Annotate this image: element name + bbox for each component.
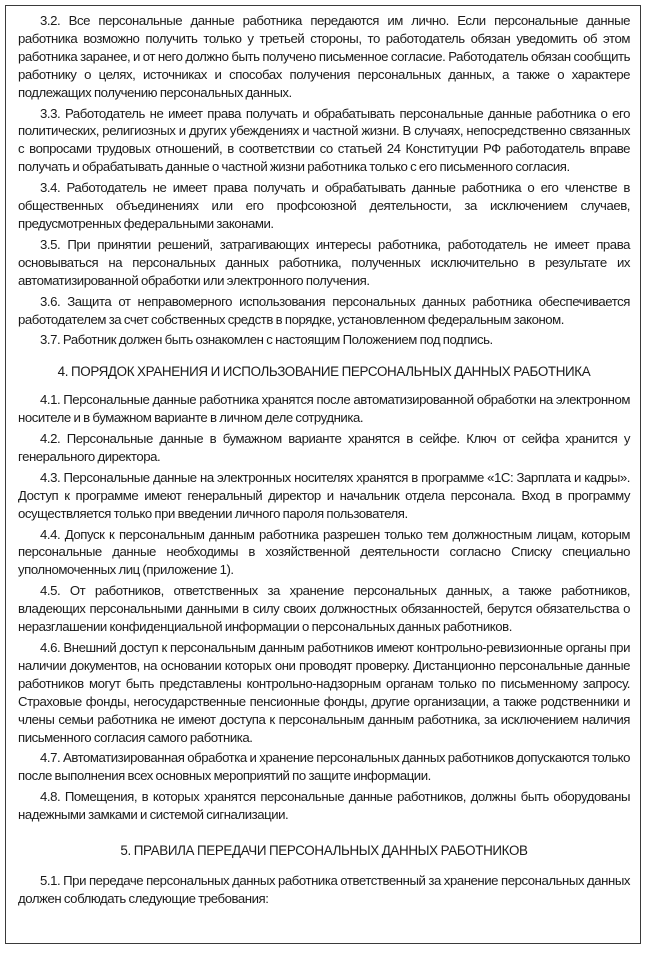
clause-3-3: 3.3. Работодатель не имеет права получать и обрабатывать персональные данные работника о его политических, религиозных и других убеждениях и частной жизни. В случаях, непосредственно связанных с вопросами трудовых отношений, в соответствии со статьей 24 Конституции РФ работодатель вправе получать и обрабатывать данные о частной жизни работника только с его письменного согласия. — [18, 105, 630, 175]
clause-4-1: 4.1. Персональные данные работника хранятся после автоматизированной обработки на электронном носителе и в бумажном варианте в личном деле сотрудника. — [18, 392, 630, 426]
document-body — [18, 12, 630, 911]
clause-4-2: 4.2. Персональные данные в бумажном варианте хранятся в сейфе. Ключ от сейфа хранится у генерального директора. — [18, 431, 630, 464]
clause-3-7: 3.7. Работник должен быть ознакомлен с настоящим Положением под подпись. — [40, 332, 493, 348]
clause-3-6: 3.6. Защита от неправомерного использования персональных данных работника обеспечивается работодателем за счет собственных средств в порядке, установленном федеральным законом. — [18, 293, 630, 327]
section-4-heading: 4. ПОРЯДОК ХРАНЕНИЯ И ИСПОЛЬЗОВАНИЕ ПЕРСОНАЛЬНЫХ ДАННЫХ РАБОТНИКА — [57, 364, 591, 380]
clause-5-1: 5.1. При передаче персональных данных работника ответственный за хранение персональных данных должен соблюдать следующие требования: — [18, 872, 630, 906]
clause-4-7: 4.7. Автоматизированная обработка и хранение персональных данных работников допускаются только после выполнения всех основных мероприятий по защите информации. — [18, 750, 630, 784]
clause-4-6: 4.6. Внешний доступ к персональным данным работников имеют контрольно-ревизионные органы при наличии документов, на основании которых они проводят проверку. Дистанционно персональные данные работников могут быть представлены контрольно-надзорным органам только по письменному запросу. Страховые фонды, негосударственные пенсионные фонды, другие организации, а также родственники и члены семьи работника не имеют доступа к персональным данным работника, за исключением наличия письменного согласия самого работника. — [18, 640, 630, 745]
clause-4-3: 4.3. Персональные данные на электронных носителях хранятся в программе «1С: Зарплата и кадры». Доступ к программе имеют генеральный директор и начальник отдела персонала. Вход в программу осуществляется только при введении личного пароля пользователя. — [18, 469, 630, 521]
clause-4-8: 4.8. Помещения, в которых хранятся персональные данные работников, должны быть оборудованы надежными замками и системой сигнализации. — [18, 789, 630, 823]
section-5-heading: 5. ПРАВИЛА ПЕРЕДАЧИ ПЕРСОНАЛЬНЫХ ДАННЫХ РАБОТНИКОВ — [120, 843, 528, 859]
clause-3-2: 3.2. Все персональные данные работника передаются им лично. Если персональные данные работника возможно получить только у третьей стороны, то работодатель обязан уведомить об этом работника заранее, и от него должно быть получено письменное согласие. Работодатель обязан сообщить работнику о целях, источниках и способах получения персональных данных, а также о характере подлежащих получению персональных данных. — [18, 13, 630, 100]
clause-4-4: 4.4. Допуск к персональным данным работника разрешен только тем должностным лицам, которым персональные данные необходимы в хозяйственной деятельности согласно Списку специально уполномоченных лиц (приложение 1). — [18, 526, 630, 578]
clause-3-5: 3.5. При принятии решений, затрагивающих интересы работника, работодатель не имеет права основываться на персональных данных работника, полученных исключительно в результате их автоматизированной обработки или электронного получения. — [18, 236, 630, 288]
clause-4-5: 4.5. От работников, ответственных за хранение персональных данных, а также работников, владеющих персональными данными в силу своих должностных обязанностей, берутся обязательства о неразглашении конфиденциальной информации о персональных данных работников. — [18, 583, 630, 635]
clause-3-4: 3.4. Работодатель не имеет права получать и обрабатывать данные работника о его членстве в общественных объединениях или его профсоюзной деятельности, за исключением случаев, предусмотренных федеральными законами. — [18, 180, 630, 231]
